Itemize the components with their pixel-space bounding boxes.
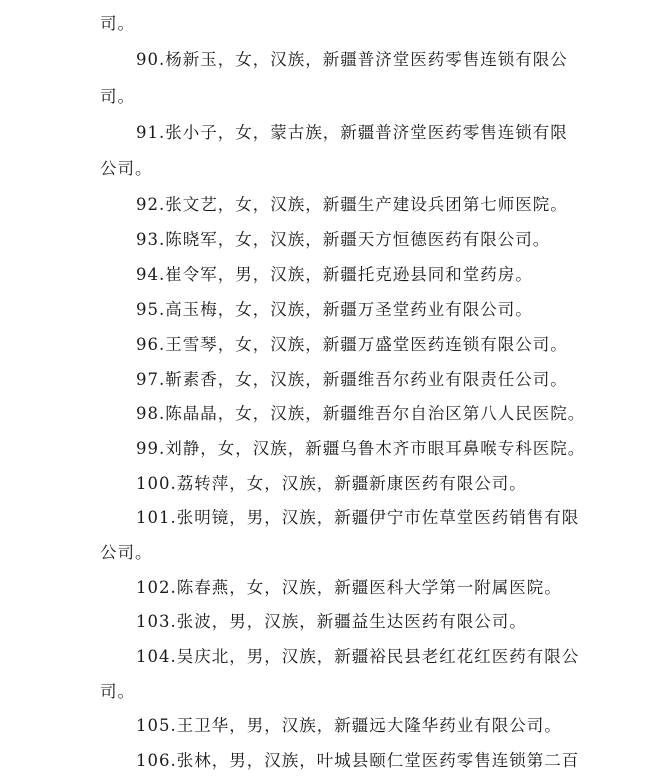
text-line: 公司。 bbox=[100, 159, 153, 178]
list-item: 105.王卫华，男，汉族，新疆远大隆华药业有限公司。 bbox=[136, 716, 562, 735]
list-item: 94.崔令军，男，汉族，新疆托克逊县同和堂药房。 bbox=[136, 265, 533, 284]
list-item: 99.刘静，女，汉族，新疆乌鲁木齐市眼耳鼻喉专科医院。 bbox=[136, 439, 586, 458]
list-item: 93.陈晓军，女，汉族，新疆天方恒德医药有限公司。 bbox=[136, 230, 551, 249]
text-line: 公司。 bbox=[100, 543, 153, 562]
list-item: 103.张波，男，汉族，新疆益生达医药有限公司。 bbox=[136, 612, 527, 631]
list-item: 104.吴庆北，男，汉族，新疆裕民县老红花红医药有限公 bbox=[136, 647, 580, 666]
list-item: 97.靳素香，女，汉族，新疆维吾尔药业有限责任公司。 bbox=[136, 370, 568, 389]
list-item: 91.张小子，女，蒙古族，新疆普济堂医药零售连锁有限 bbox=[136, 123, 568, 142]
text-line: 司。 bbox=[100, 14, 135, 33]
list-item: 100.荔转萍，女，汉族，新疆新康医药有限公司。 bbox=[136, 474, 527, 493]
list-item: 90.杨新玉，女，汉族，新疆普济堂医药零售连锁有限公 bbox=[136, 50, 568, 69]
list-item: 96.王雪琴，女，汉族，新疆万盛堂医药连锁有限公司。 bbox=[136, 335, 568, 354]
text-line: 司。 bbox=[100, 87, 135, 106]
list-item: 95.高玉梅，女，汉族，新疆万圣堂药业有限公司。 bbox=[136, 300, 533, 319]
list-item: 102.陈春燕，女，汉族，新疆医科大学第一附属医院。 bbox=[136, 578, 562, 597]
list-item: 98.陈晶晶，女，汉族，新疆维吾尔自治区第八人民医院。 bbox=[136, 404, 586, 423]
text-line: 司。 bbox=[100, 682, 135, 701]
list-item: 101.张明镜，男，汉族，新疆伊宁市佐草堂医药销售有限 bbox=[136, 508, 580, 527]
list-item: 92.张文艺，女，汉族，新疆生产建设兵团第七师医院。 bbox=[136, 195, 568, 214]
list-item: 106.张林，男，汉族，叶城县颐仁堂医药零售连锁第二百 bbox=[136, 751, 580, 770]
